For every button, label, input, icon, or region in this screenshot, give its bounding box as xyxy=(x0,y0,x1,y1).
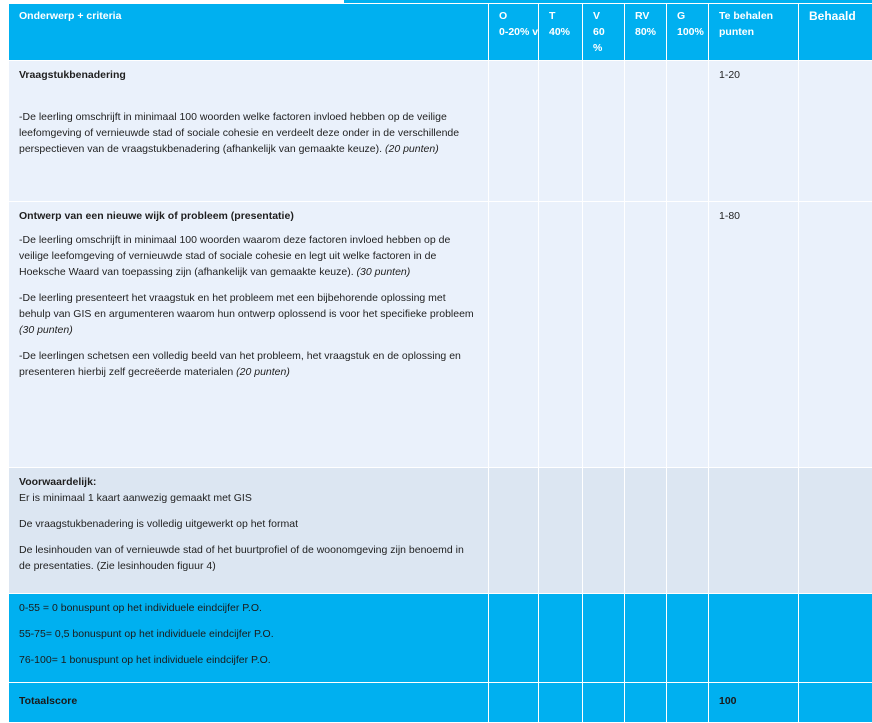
score-cell-o xyxy=(489,594,539,683)
header-t-label: T xyxy=(549,8,572,24)
score-cell-t[interactable] xyxy=(539,468,583,594)
condition-line: Er is minimaal 1 kaart aanwezig gemaakt met GIS xyxy=(19,490,478,506)
criteria-points: (30 punten) xyxy=(357,266,411,278)
score-cell-t xyxy=(539,594,583,683)
row-ontwerp xyxy=(9,202,872,468)
score-cell-rv[interactable] xyxy=(625,61,667,202)
score-cell-v[interactable] xyxy=(583,468,625,594)
header-points-line2: punten xyxy=(719,24,788,40)
row-title: Vraagstukbenadering xyxy=(19,67,478,83)
score-cell-t[interactable] xyxy=(539,202,583,468)
total-label: Totaalscore xyxy=(9,683,489,723)
header-v xyxy=(583,4,625,61)
header-g xyxy=(667,4,709,61)
condition-line: De vraagstukbenadering is volledig uitgewerkt op het format xyxy=(19,516,478,532)
criteria-item xyxy=(19,232,478,280)
achieved-cell[interactable] xyxy=(799,61,872,202)
criteria-points: (20 punten) xyxy=(385,143,439,155)
achieved-cell[interactable] xyxy=(799,202,872,468)
score-cell-g[interactable] xyxy=(667,61,709,202)
header-achieved: Behaald xyxy=(799,4,872,61)
row-voorwaardelijk xyxy=(9,468,872,594)
score-cell-rv[interactable] xyxy=(625,202,667,468)
achieved-cell[interactable] xyxy=(799,468,872,594)
condition-line: De lesinhouden van of vernieuwde stad of het buurtprofiel of de woonomgeving zijn benoemd in de presentaties. (Zie lesinhouden figuur 4) xyxy=(19,542,478,574)
criteria-text: -De leerling omschrijft in minimaal 100 woorden welke factoren invloed hebben op de veilige leefomgeving of vernieuwde stad of sociale cohesie en verdeelt deze onder in de verschillende perspectieven van de vraagstukbenadering (afhankelijk van gemaakte keuze). xyxy=(19,111,459,155)
criteria-points: (20 punten) xyxy=(236,366,290,378)
header-g-range: 100% xyxy=(677,24,698,40)
criteria-cell xyxy=(9,61,489,202)
points-cell: 1-20 xyxy=(709,61,799,202)
criteria-points: (30 punten) xyxy=(19,324,73,336)
points-cell xyxy=(709,468,799,594)
score-cell-rv xyxy=(625,683,667,723)
row-bonus xyxy=(9,594,872,683)
score-cell-o[interactable] xyxy=(489,61,539,202)
row-vraagstukbenadering xyxy=(9,61,872,202)
criteria-item xyxy=(19,290,478,338)
score-cell-g[interactable] xyxy=(667,468,709,594)
header-rv xyxy=(625,4,667,61)
criteria-text: -De leerlingen schetsen een volledig beeld van het probleem, het vraagstuk en de oplossing en presenteren hierbij zelf gecreëerde materialen xyxy=(19,350,461,378)
row-total xyxy=(9,683,872,723)
criteria-text: -De leerling omschrijft in minimaal 100 woorden waarom deze factoren invloed hebben op de veilige leefomgeving of vernieuwde stad of sociale cohesie en legt uit welke factoren in de Hoeksche Waard van toepassing zijn (afhankelijk van gemaakte keuze). xyxy=(19,234,450,278)
score-cell-g xyxy=(667,594,709,683)
rubric-table xyxy=(8,3,872,723)
header-row xyxy=(9,4,872,61)
score-cell-t xyxy=(539,683,583,723)
header-o-label: O xyxy=(499,8,528,24)
points-cell xyxy=(709,594,799,683)
criteria-cell xyxy=(9,468,489,594)
bonus-cell xyxy=(9,594,489,683)
score-cell-g xyxy=(667,683,709,723)
criteria-text: -De leerling presenteert het vraagstuk en het probleem met een bijbehorende oplossing met behulp van GIS en argumenteren waarom hun ontwerp oplossend is voor het specifieke probleem xyxy=(19,292,474,320)
criteria-item xyxy=(19,348,478,380)
criteria-cell xyxy=(9,202,489,468)
points-cell: 1-80 xyxy=(709,202,799,468)
row-title: Ontwerp van een nieuwe wijk of probleem (presentatie) xyxy=(19,208,478,224)
score-cell-rv[interactable] xyxy=(625,468,667,594)
achieved-cell xyxy=(799,594,872,683)
score-cell-g[interactable] xyxy=(667,202,709,468)
criteria-item xyxy=(19,109,478,157)
score-cell-v[interactable] xyxy=(583,61,625,202)
score-cell-o[interactable] xyxy=(489,202,539,468)
header-g-label: G xyxy=(677,8,698,24)
score-cell-v[interactable] xyxy=(583,202,625,468)
header-points-line1: Te behalen xyxy=(719,8,788,24)
header-o xyxy=(489,4,539,61)
bonus-line: 55-75= 0,5 bonuspunt op het individuele eindcijfer P.O. xyxy=(19,626,478,642)
header-points xyxy=(709,4,799,61)
header-v-range: 60 % xyxy=(593,24,614,56)
row-title: Voorwaardelijk: xyxy=(19,474,478,490)
header-v-label: V xyxy=(593,8,614,24)
score-cell-o xyxy=(489,683,539,723)
header-criteria: Onderwerp + criteria xyxy=(9,4,489,61)
score-cell-t[interactable] xyxy=(539,61,583,202)
header-t-range: 40% xyxy=(549,24,572,40)
header-rv-label: RV xyxy=(635,8,656,24)
score-cell-v xyxy=(583,683,625,723)
score-cell-rv xyxy=(625,594,667,683)
score-cell-o[interactable] xyxy=(489,468,539,594)
header-o-range: 0-20% v xyxy=(499,24,528,40)
score-cell-v xyxy=(583,594,625,683)
total-achieved-cell[interactable] xyxy=(799,683,872,723)
header-t xyxy=(539,4,583,61)
bonus-line: 76-100= 1 bonuspunt op het individuele eindcijfer P.O. xyxy=(19,652,478,668)
total-points: 100 xyxy=(709,683,799,723)
bonus-line: 0-55 = 0 bonuspunt op het individuele eindcijfer P.O. xyxy=(19,600,478,616)
header-rv-range: 80% xyxy=(635,24,656,40)
